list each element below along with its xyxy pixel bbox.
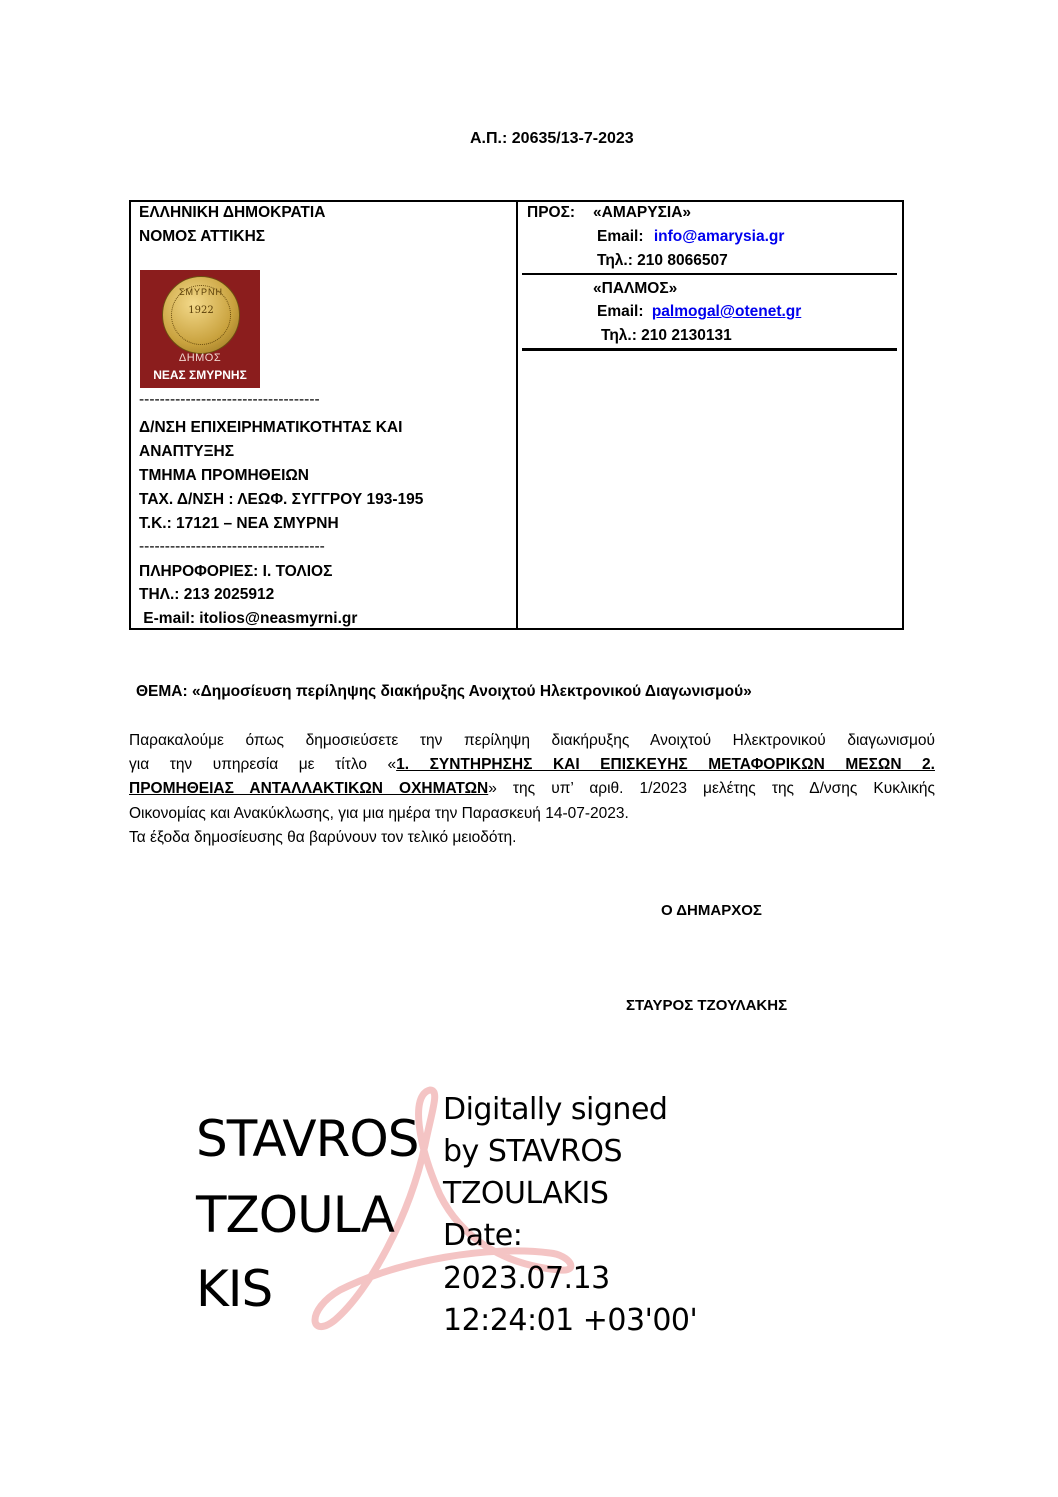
digital-signature-date: 2023.07.13 — [443, 1261, 610, 1296]
body-line-4: Οικονομίας και Ανακύκλωσης, για μια ημέρα την Παρασκευή 14-07-2023. — [129, 805, 629, 822]
department-line-2: ΑΝΑΠΤΥΞΗΣ — [139, 443, 235, 460]
section-label: ΤΜΗΜΑ ΠΡΟΜΗΘΕΙΩΝ — [139, 467, 310, 484]
coin-text: ΣΜΥΡΝΗ — [178, 287, 224, 297]
recipient-2-phone: Τηλ.: 210 2130131 — [601, 327, 732, 344]
body-line-2 — [129, 753, 935, 777]
to-label: ΠΡΟΣ: — [527, 204, 576, 221]
recipient-1-email-row — [597, 225, 784, 249]
phone-label: ΤΗΛ.: 213 2025912 — [139, 586, 275, 603]
body-line-2-prefix: για την υπηρεσία με τίτλο « — [129, 756, 397, 773]
coin-emblem-icon — [162, 276, 240, 354]
body-line-1: Παρακαλούμε όπως δημοσιεύσετε την περίληψη διακήρυξης Ανοιχτού Ηλεκτρονικού διαγωνισμού — [129, 732, 935, 749]
logo-line-1: ΔΗΜΟΣ — [178, 352, 222, 364]
recipient-1-name: «ΑΜΑΡΥΣΙΑ» — [593, 204, 692, 221]
service-title-part-2: ΠΡΟΜΗΘΕΙΑΣ ΑΝΤΑΛΛΑΚΤΙΚΩΝ ΟΧΗΜΑΤΩΝ — [129, 780, 489, 797]
separator-2: ------------------------------------ — [139, 538, 325, 555]
digital-signature-info-1: Digitally signed — [443, 1092, 668, 1127]
coin-year: 1922 — [188, 305, 214, 316]
digital-signature-time: 12:24:01 +03'00' — [443, 1303, 698, 1338]
mayor-name: ΣΤΑΥΡΟΣ ΤΖΟΥΛΑΚΗΣ — [626, 997, 788, 1014]
digital-signature-info-3: TZOULAKIS — [443, 1176, 609, 1211]
recipient-1-phone: Τηλ.: 210 8066507 — [597, 252, 728, 269]
municipality-logo — [140, 270, 260, 388]
recipient-1-email-label: Email: — [597, 228, 644, 245]
body-line-3 — [129, 777, 935, 801]
email-label: E-mail: itolios@neasmyrni.gr — [139, 610, 358, 627]
logo-line-2: ΝΕΑΣ ΣΜΥΡΝΗΣ — [153, 368, 247, 382]
header-table-divider — [516, 200, 518, 630]
postal-label: Τ.Κ.: 17121 – ΝΕΑ ΣΜΥΡΝΗ — [139, 515, 339, 532]
prefecture-label: ΝΟΜΟΣ ΑΤΤΙΚΗΣ — [139, 228, 266, 245]
separator-1: ----------------------------------- — [139, 391, 320, 408]
recipient-2-name: «ΠΑΛΜΟΣ» — [593, 280, 678, 297]
digital-signature-info-4: Date: — [443, 1218, 523, 1253]
service-title-part-1: 1. ΣΥΝΤΗΡΗΣΗΣ ΚΑΙ ΕΠΙΣΚΕΥΗΣ ΜΕΤΑΦΟΡΙΚΩΝ ΜΕΣΩΝ 2. — [396, 756, 935, 773]
address-label: ΤΑΧ. Δ/ΝΣΗ : ΛΕΩΦ. ΣΥΓΓΡΟΥ 193-195 — [139, 491, 424, 508]
digital-signature-info-2: by STAVROS — [443, 1134, 622, 1169]
recipient-2-email-row — [597, 300, 801, 324]
subject-line: ΘΕΜΑ: «Δημοσίευση περίληψης διακήρυξης Ανοιχτού Ηλεκτρονικού Διαγωνισμού» — [136, 683, 752, 700]
digital-signature-name-1: STAVROS — [196, 1110, 419, 1168]
recipient-2-email-label: Email: — [597, 303, 644, 320]
department-line-1: Δ/ΝΣΗ ΕΠΙΧΕΙΡΗΜΑΤΙΚΟΤΗΤΑΣ ΚΑΙ — [139, 419, 403, 436]
recipient-separator-1 — [522, 273, 897, 275]
body-line-3-suffix: » της υπ’ αριθ. 1/2023 μελέτης της Δ/νσης Κυκλικής — [488, 780, 935, 797]
republic-label: ΕΛΛΗΝΙΚΗ ΔΗΜΟΚΡΑΤΙΑ — [139, 204, 326, 221]
digital-signature-name-2: TZOULA — [196, 1186, 394, 1244]
recipient-separator-2 — [522, 348, 897, 351]
recipient-1-email-link[interactable]: info@amarysia.gr — [653, 228, 785, 245]
info-contact: ΠΛΗΡΟΦΟΡΙΕΣ: Ι. ΤΟΛΙΟΣ — [139, 563, 333, 580]
digital-signature-name-3: KIS — [196, 1260, 273, 1318]
mayor-title: Ο ΔΗΜΑΡΧΟΣ — [661, 902, 762, 919]
body-line-5: Τα έξοδα δημοσίευσης θα βαρύνουν τον τελικό μειοδότη. — [129, 829, 517, 846]
protocol-number: Α.Π.: 20635/13-7-2023 — [470, 130, 634, 147]
recipient-2-email-link[interactable]: palmogal@otenet.gr — [651, 303, 802, 320]
